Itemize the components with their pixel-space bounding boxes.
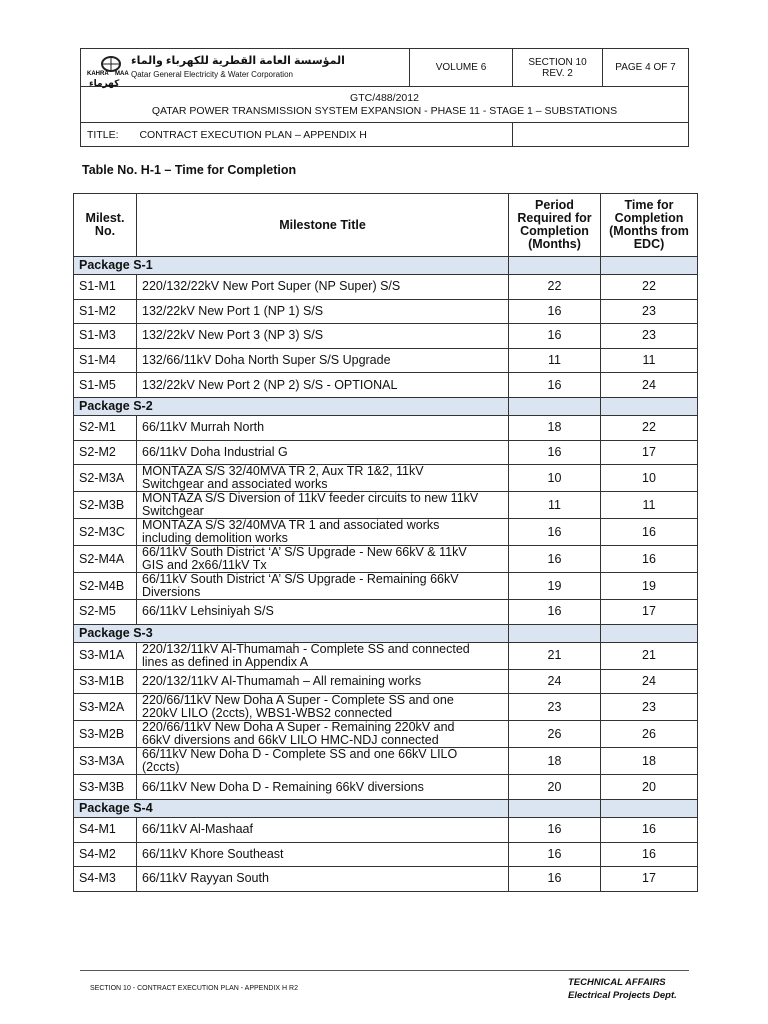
milestone-no: S2-M1 — [74, 415, 137, 440]
table-row — [74, 775, 698, 800]
period-months: 16 — [509, 867, 601, 892]
milestone-no: S1-M3 — [74, 324, 137, 349]
time-for-completion: 16 — [601, 519, 698, 546]
period-months: 16 — [509, 373, 601, 398]
time-for-completion: 23 — [601, 694, 698, 721]
time-for-completion: 18 — [601, 748, 698, 775]
header-milestone-no: Milest. No. — [74, 194, 137, 257]
table-row — [74, 573, 698, 600]
milestone-no: S4-M1 — [74, 817, 137, 842]
time-for-completion: 26 — [601, 721, 698, 748]
logo-english-name: Qatar General Electricity & Water Corporation — [131, 70, 293, 79]
milestone-title-line: Switchgear — [142, 504, 204, 519]
period-months: 22 — [509, 275, 601, 300]
milestone-title — [137, 519, 509, 546]
milestone-title — [137, 573, 509, 600]
period-months: 16 — [509, 546, 601, 573]
milestone-title — [137, 721, 509, 748]
title-label: TITLE: — [87, 128, 119, 141]
milestone-title-line: lines as defined in Appendix A — [142, 654, 309, 669]
table-row — [74, 492, 698, 519]
period-months: 11 — [509, 492, 601, 519]
title-cell — [81, 123, 513, 147]
contract-ref: GTC/488/2012 — [350, 91, 419, 104]
period-months: 18 — [509, 748, 601, 775]
milestone-title-line: MONTAZA S/S 32/40MVA TR 2, Aux TR 1&2, 11kV — [142, 464, 424, 479]
table-row — [74, 721, 698, 748]
project-cell — [81, 87, 689, 123]
milestone-title — [137, 748, 509, 775]
milestone-title-line: GIS and 2x66/11kV Tx — [142, 558, 267, 573]
milestone-title-line: 220kV LILO (2ccts), WBS1-WBS2 connected — [142, 706, 393, 721]
time-for-completion: 23 — [601, 324, 698, 349]
milestone-title — [137, 348, 509, 373]
milestone-title — [137, 669, 509, 694]
package-row — [74, 397, 698, 415]
header-period: Period Required for Completion (Months) — [509, 194, 601, 257]
table-row — [74, 669, 698, 694]
milestone-title — [137, 492, 509, 519]
table-row — [74, 600, 698, 625]
table-row — [74, 348, 698, 373]
milestone-title — [137, 275, 509, 300]
milestone-no: S1-M1 — [74, 275, 137, 300]
footer-department: TECHNICAL AFFAIRS Electrical Projects Dept. — [568, 977, 677, 1001]
package-row — [74, 624, 698, 642]
milestone-title — [137, 600, 509, 625]
package-name: Package S-1 — [74, 257, 509, 275]
table-row — [74, 867, 698, 892]
milestone-title — [137, 465, 509, 492]
period-months: 21 — [509, 642, 601, 669]
package-name: Package S-4 — [74, 799, 509, 817]
milestone-title-line: 66/11kV New Doha D - Remaining 66kV diversions — [142, 779, 424, 794]
package-blank-cell — [509, 397, 601, 415]
milestone-title-line: 66/11kV Rayyan South — [142, 871, 269, 886]
period-months: 19 — [509, 573, 601, 600]
logo-maa-text: MAA — [115, 71, 129, 77]
milestone-no: S2-M5 — [74, 600, 137, 625]
milestone-title-line: 220/132/11kV Al-Thumamah – All remaining works — [142, 674, 422, 689]
milestone-no: S2-M3A — [74, 465, 137, 492]
package-blank-cell — [601, 257, 698, 275]
section-number: SECTION 10 — [528, 56, 587, 68]
document-header — [80, 48, 689, 147]
milestone-no: S3-M2B — [74, 721, 137, 748]
milestone-title — [137, 415, 509, 440]
time-for-completion: 22 — [601, 275, 698, 300]
period-months: 18 — [509, 415, 601, 440]
milestone-title-line: MONTAZA S/S Diversion of 11kV feeder circuits to new 11kV — [142, 491, 479, 506]
time-for-completion: 16 — [601, 842, 698, 867]
milestone-title-line: Switchgear and associated works — [142, 477, 328, 492]
time-for-completion: 11 — [601, 348, 698, 373]
package-blank-cell — [509, 624, 601, 642]
time-for-completion: 16 — [601, 817, 698, 842]
milestone-title-line: 132/66/11kV Doha North Super S/S Upgrade — [142, 353, 391, 368]
milestone-title-line: 220/132/22kV New Port Super (NP Super) S/S — [142, 279, 401, 294]
milestone-no: S3-M1B — [74, 669, 137, 694]
header-time-for-completion: Time for Completion (Months from EDC) — [601, 194, 698, 257]
time-for-completion: 19 — [601, 573, 698, 600]
time-for-completion: 11 — [601, 492, 698, 519]
logo-cell — [81, 49, 410, 87]
milestone-title-line: 220/66/11kV New Doha A Super - Complete SS and one — [142, 693, 454, 708]
footer-section-label: SECTION 10 - CONTRACT EXECUTION PLAN - APPENDIX H R2 — [90, 985, 298, 992]
period-months: 16 — [509, 519, 601, 546]
table-row — [74, 415, 698, 440]
milestone-title — [137, 775, 509, 800]
time-for-completion: 17 — [601, 440, 698, 465]
footer-divider — [80, 970, 689, 971]
table-row — [74, 817, 698, 842]
project-name: QATAR POWER TRANSMISSION SYSTEM EXPANSION - PHASE 11 - STAGE 1 – SUBSTATIONS — [151, 104, 618, 117]
time-for-completion: 17 — [601, 867, 698, 892]
period-months: 11 — [509, 348, 601, 373]
package-name: Package S-2 — [74, 397, 509, 415]
milestone-no: S3-M2A — [74, 694, 137, 721]
milestone-title-line: 66kV diversions and 66kV LILO HMC-NDJ connected — [142, 733, 439, 748]
table-row — [74, 275, 698, 300]
table-title: Table No. H-1 – Time for Completion — [82, 163, 297, 177]
milestone-title-line: 132/22kV New Port 2 (NP 2) S/S - OPTIONAL — [142, 377, 398, 392]
header-milestone-title: Milestone Title — [137, 194, 509, 257]
period-months: 24 — [509, 669, 601, 694]
milestone-title-line: 66/11kV South District ‘A’ S/S Upgrade - Remaining 66kV — [142, 572, 459, 587]
milestone-title — [137, 642, 509, 669]
table-row — [74, 373, 698, 398]
period-months: 16 — [509, 817, 601, 842]
table-row — [74, 748, 698, 775]
milestone-no: S1-M4 — [74, 348, 137, 373]
milestone-title-line: including demolition works — [142, 531, 288, 546]
package-row — [74, 257, 698, 275]
revision: REV. 2 — [542, 67, 573, 79]
time-for-completion: 24 — [601, 669, 698, 694]
milestone-no: S4-M2 — [74, 842, 137, 867]
milestone-title-line: 66/11kV South District ‘A’ S/S Upgrade - New 66kV & 11kV — [142, 545, 467, 560]
milestone-no: S2-M2 — [74, 440, 137, 465]
time-for-completion: 20 — [601, 775, 698, 800]
period-months: 26 — [509, 721, 601, 748]
milestone-title — [137, 440, 509, 465]
package-blank-cell — [601, 624, 698, 642]
milestone-title — [137, 299, 509, 324]
table-row — [74, 440, 698, 465]
table-body — [74, 257, 698, 892]
milestone-title — [137, 817, 509, 842]
package-blank-cell — [601, 397, 698, 415]
milestone-title-line: 132/22kV New Port 3 (NP 3) S/S — [142, 328, 324, 343]
milestone-title — [137, 373, 509, 398]
package-blank-cell — [601, 799, 698, 817]
milestone-title-line: 132/22kV New Port 1 (NP 1) S/S — [142, 303, 324, 318]
table-row — [74, 642, 698, 669]
milestone-title — [137, 867, 509, 892]
logo-arabic-short: كهرماء — [89, 78, 120, 88]
title-blank-cell — [513, 123, 689, 147]
period-months: 16 — [509, 299, 601, 324]
period-months: 10 — [509, 465, 601, 492]
milestone-title-line: (2ccts) — [142, 760, 180, 775]
period-months: 16 — [509, 440, 601, 465]
milestone-title-line: 220/66/11kV New Doha A Super - Remaining 220kV and — [142, 720, 455, 735]
milestone-title-line: 66/11kV Murrah North — [142, 420, 265, 435]
period-months: 16 — [509, 600, 601, 625]
package-row — [74, 799, 698, 817]
section-cell — [513, 49, 603, 87]
time-for-completion: 21 — [601, 642, 698, 669]
logo-arabic-name: المؤسسة العامة القطرية للكهرباء والماء — [131, 55, 345, 67]
milestone-title-line: 220/132/11kV Al-Thumamah - Complete SS and connected — [142, 641, 470, 656]
period-months: 16 — [509, 324, 601, 349]
milestone-title-line: MONTAZA S/S 32/40MVA TR 1 and associated works — [142, 518, 440, 533]
package-blank-cell — [509, 799, 601, 817]
milestone-no: S3-M3A — [74, 748, 137, 775]
milestone-no: S2-M4A — [74, 546, 137, 573]
milestone-title — [137, 546, 509, 573]
milestone-no: S1-M2 — [74, 299, 137, 324]
package-name: Package S-3 — [74, 624, 509, 642]
period-months: 23 — [509, 694, 601, 721]
milestone-no: S2-M3B — [74, 492, 137, 519]
milestone-title-line: 66/11kV Lehsiniyah S/S — [142, 604, 274, 619]
time-for-completion: 16 — [601, 546, 698, 573]
table-row — [74, 842, 698, 867]
milestone-no: S4-M3 — [74, 867, 137, 892]
kahramaa-logo-icon — [87, 55, 127, 77]
table-row — [74, 519, 698, 546]
time-for-completion: 10 — [601, 465, 698, 492]
volume-cell: VOLUME 6 — [410, 49, 513, 87]
time-for-completion: 17 — [601, 600, 698, 625]
milestone-title — [137, 694, 509, 721]
milestone-title-line: 66/11kV Doha Industrial G — [142, 444, 288, 459]
milestone-title-line: 66/11kV Al-Mashaaf — [142, 822, 253, 837]
period-months: 20 — [509, 775, 601, 800]
milestone-no: S2-M4B — [74, 573, 137, 600]
period-months: 16 — [509, 842, 601, 867]
time-for-completion: 22 — [601, 415, 698, 440]
time-for-completion: 24 — [601, 373, 698, 398]
time-for-completion: 23 — [601, 299, 698, 324]
table-header-row — [74, 194, 698, 257]
table-row — [74, 324, 698, 349]
milestone-title — [137, 324, 509, 349]
milestone-no: S3-M1A — [74, 642, 137, 669]
milestone-no: S1-M5 — [74, 373, 137, 398]
page-number: PAGE 4 OF 7 — [603, 49, 689, 87]
package-blank-cell — [509, 257, 601, 275]
milestone-table — [73, 193, 698, 892]
table-row — [74, 546, 698, 573]
milestone-title — [137, 842, 509, 867]
milestone-no: S2-M3C — [74, 519, 137, 546]
milestone-title-line: 66/11kV New Doha D - Complete SS and one 66kV LILO — [142, 747, 458, 762]
milestone-no: S3-M3B — [74, 775, 137, 800]
milestone-title-line: Diversions — [142, 585, 201, 600]
milestone-title-line: 66/11kV Khore Southeast — [142, 846, 284, 861]
table-row — [74, 299, 698, 324]
table-row — [74, 694, 698, 721]
logo-kahra-text: KAHRA — [87, 71, 109, 77]
title-value: CONTRACT EXECUTION PLAN – APPENDIX H — [139, 128, 367, 141]
table-row — [74, 465, 698, 492]
